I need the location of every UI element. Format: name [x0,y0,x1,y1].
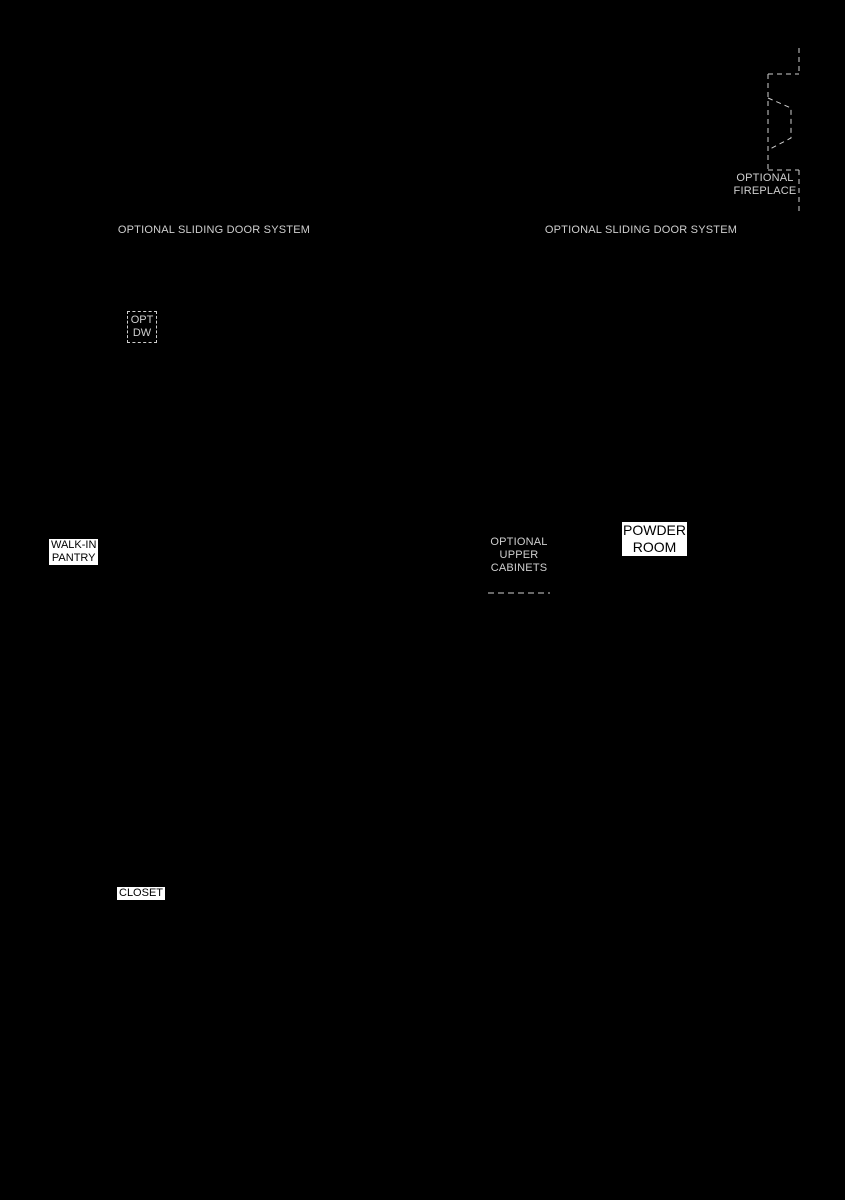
powder-room-line-1: POWDER [623,522,686,538]
opt-dw-line-1: OPT [130,314,154,326]
powder-room-label [622,522,687,556]
walk-in-pantry-line-2: PANTRY [51,552,96,564]
closet-label: CLOSET [119,887,164,899]
upper-cabinets-line-2: UPPER [499,549,539,561]
walk-in-pantry-line-1: WALK-IN [51,539,97,551]
sliding-door-left-label: OPTIONAL SLIDING DOOR SYSTEM [117,224,311,236]
optional-upper-cabinets-label [483,536,555,575]
optional-fireplace-label [731,172,799,198]
opt-dw-label [127,311,157,343]
optional-fireplace-line-1: OPTIONAL [736,172,794,184]
optional-fireplace-line-2: FIREPLACE [733,185,797,197]
upper-cabinets-line-1: OPTIONAL [490,536,548,548]
powder-room-line-2: ROOM [632,539,677,555]
opt-dw-line-2: DW [132,327,152,339]
walk-in-pantry-label [49,539,98,565]
upper-cabinets-line-3: CABINETS [490,562,548,574]
sliding-door-right-label: OPTIONAL SLIDING DOOR SYSTEM [544,224,738,236]
